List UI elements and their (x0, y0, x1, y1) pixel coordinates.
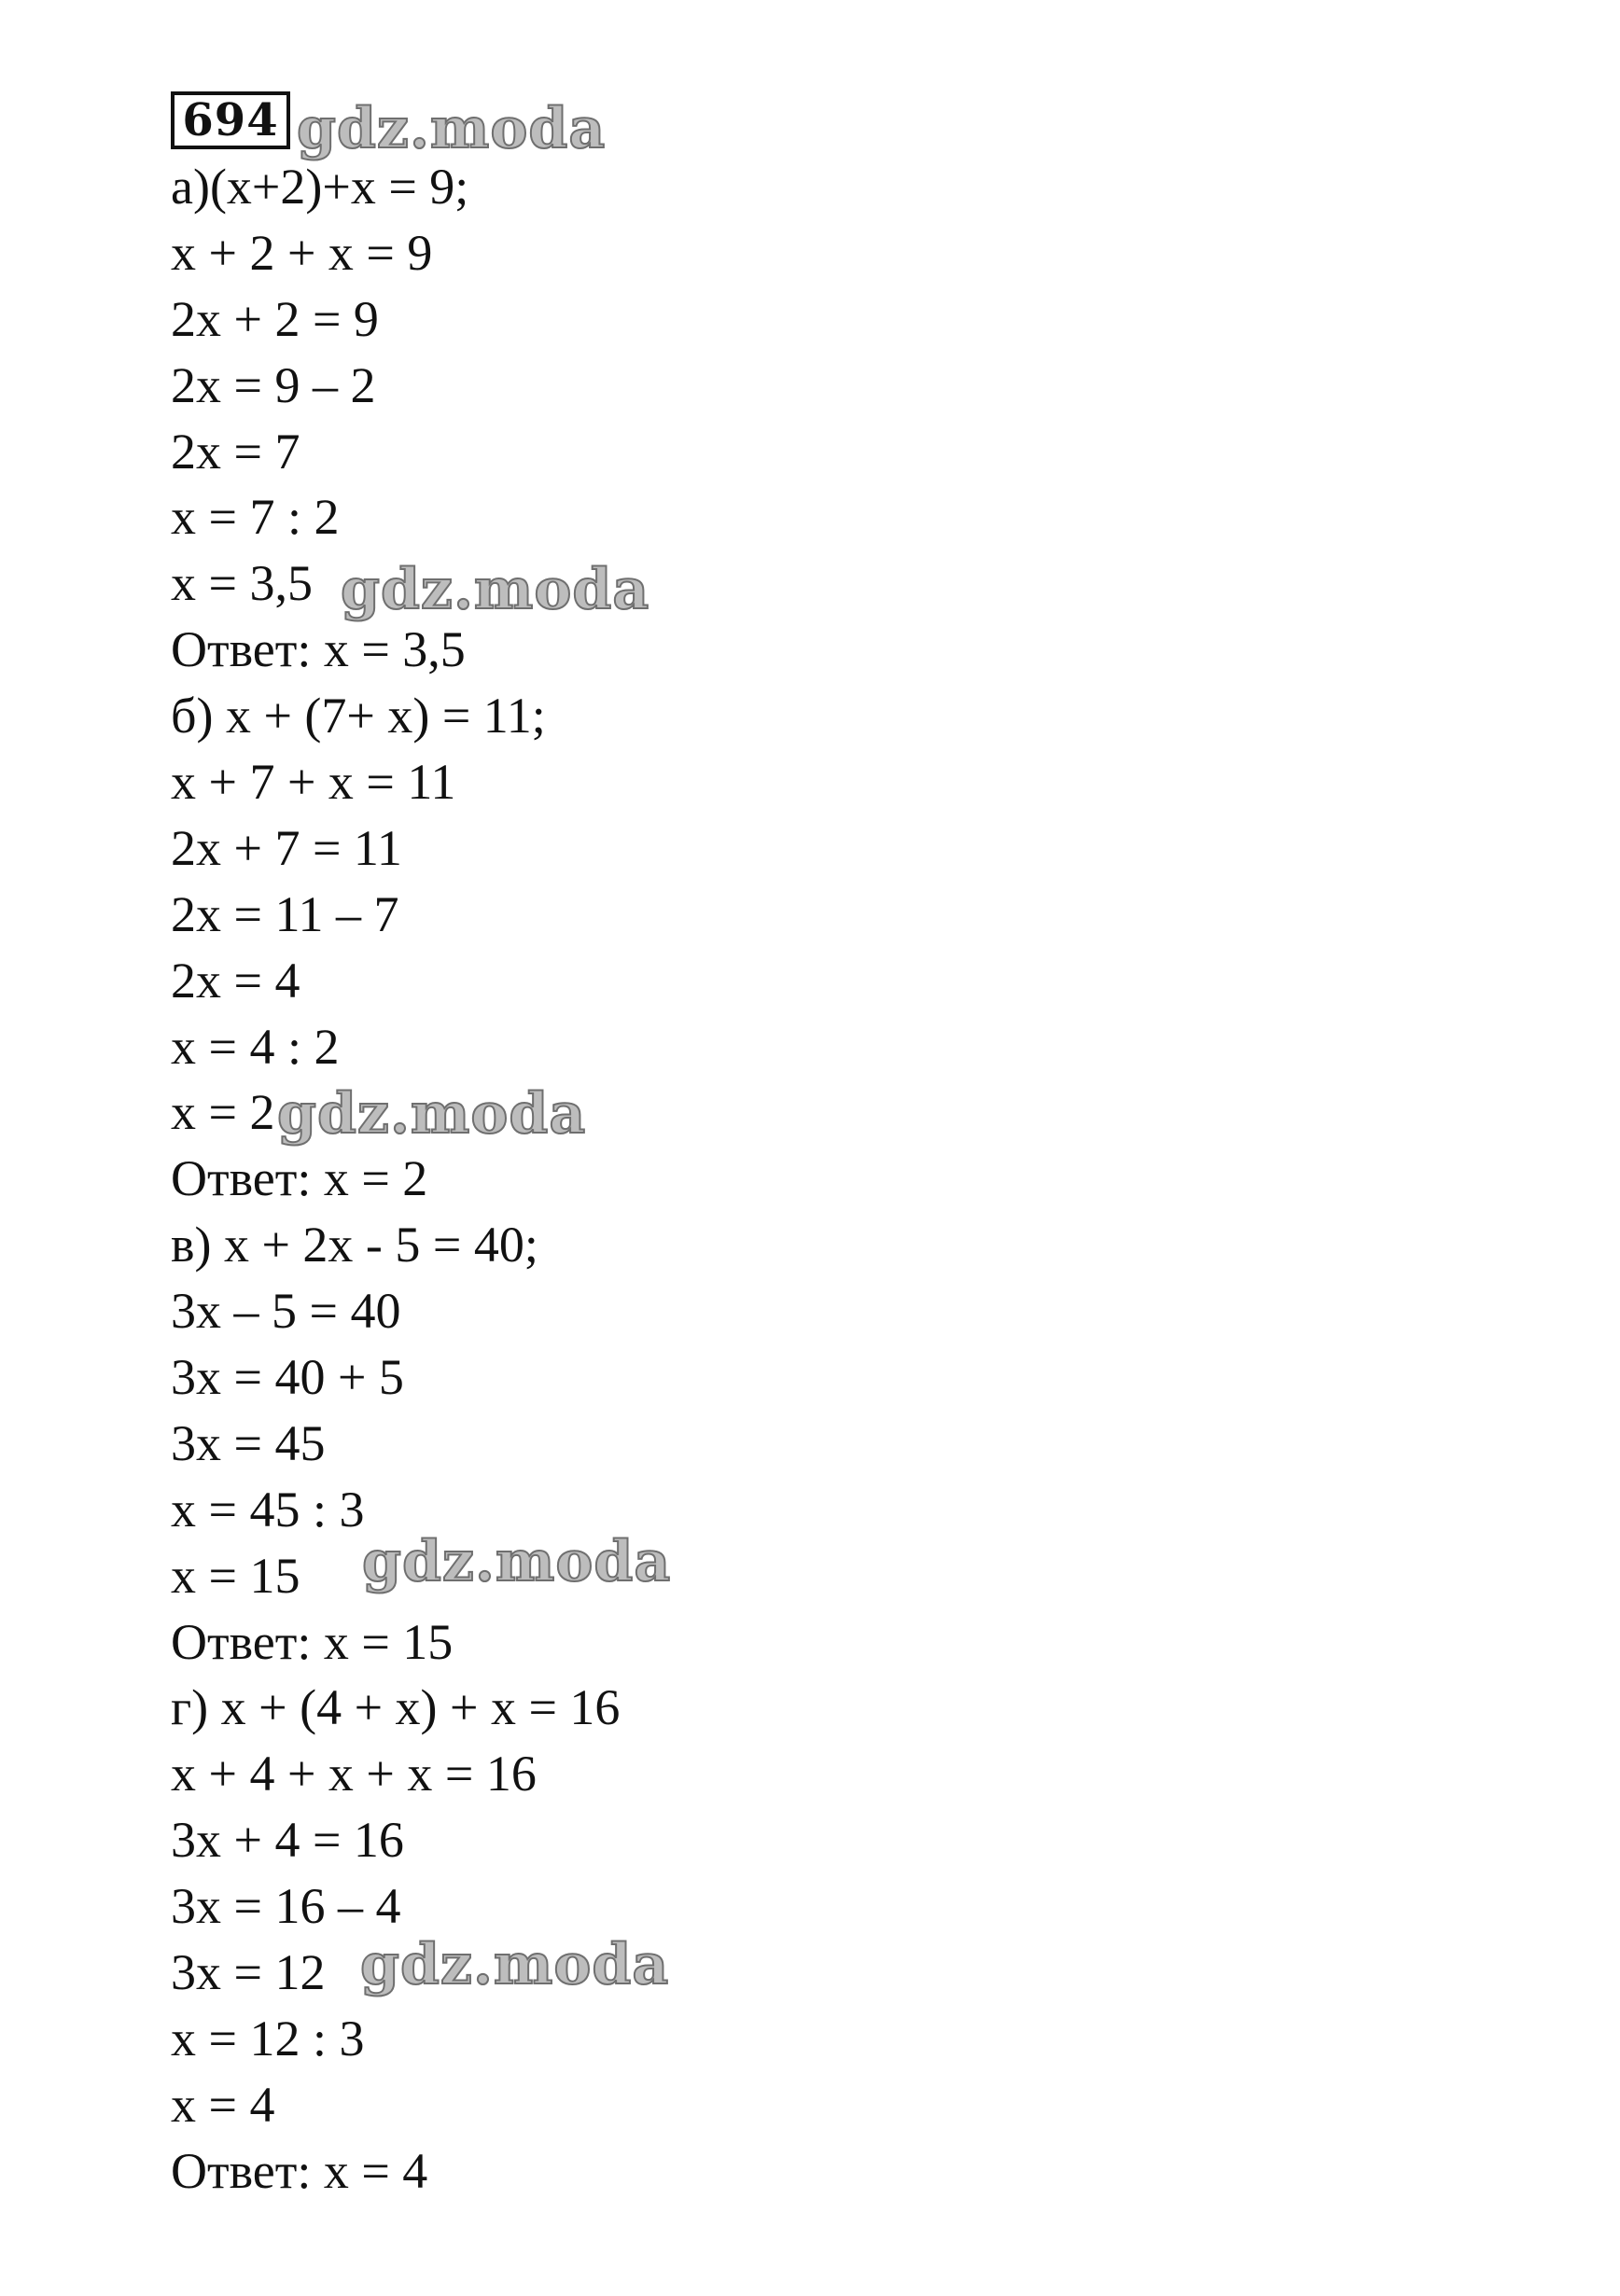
solution-line: 2x + 7 = 11 (171, 819, 402, 876)
solution-line: в) x + 2x - 5 = 40; (171, 1217, 538, 1273)
watermark: gdz.moda (297, 96, 607, 161)
solution-line: 3x = 12 (171, 1944, 326, 2001)
answer-line: Ответ: x = 4 (171, 2142, 428, 2199)
answer-line: Ответ: x = 2 (171, 1150, 428, 1207)
solution-line: x = 15 (171, 1547, 300, 1604)
solution-line: x = 4 : 2 (171, 1018, 340, 1075)
solution-line: 3x = 16 – 4 (171, 1878, 401, 1935)
answer-line: Ответ: x = 3,5 (171, 621, 466, 678)
solution-line: x = 7 : 2 (171, 489, 340, 546)
solution-line: x + 7 + x = 11 (171, 754, 456, 811)
solution-line: 3x = 45 (171, 1414, 326, 1471)
solution-line: x + 4 + x + x = 16 (171, 1746, 537, 1802)
solution-line: x = 2 (171, 1084, 275, 1141)
solution-lines (171, 154, 1291, 2205)
solution-line: 2x = 7 (171, 423, 300, 480)
solution-line: x = 45 : 3 (171, 1481, 365, 1538)
solution-line: 3x + 4 = 16 (171, 1812, 404, 1869)
solution-line: 2x = 11 – 7 (171, 885, 399, 942)
solution-line: г) x + (4 + x) + x = 16 (171, 1679, 621, 1736)
watermark: gdz.moda (341, 557, 650, 622)
solution-line: 2x = 4 (171, 952, 300, 1009)
solution-line: б) x + (7+ x) = 11; (171, 688, 546, 744)
solution-line: x + 2 + x = 9 (171, 224, 433, 281)
watermark: gdz.moda (362, 1529, 672, 1594)
solution-line: x = 12 : 3 (171, 2010, 365, 2066)
solution-line: x = 3,5 (171, 555, 313, 612)
solution-line: 3x = 40 + 5 (171, 1349, 404, 1406)
watermark: gdz.moda (360, 1932, 670, 1997)
problem-number-box: 694 (171, 91, 290, 149)
answer-line: Ответ: x = 15 (171, 1613, 454, 1670)
watermark: gdz.moda (277, 1081, 587, 1147)
solution-line: x = 4 (171, 2076, 275, 2133)
solution-line: 2x = 9 – 2 (171, 356, 376, 413)
solution-line: а)(x+2)+x = 9; (171, 159, 469, 215)
solution-line: 3x – 5 = 40 (171, 1283, 401, 1340)
solution-line: 2x + 2 = 9 (171, 290, 379, 347)
